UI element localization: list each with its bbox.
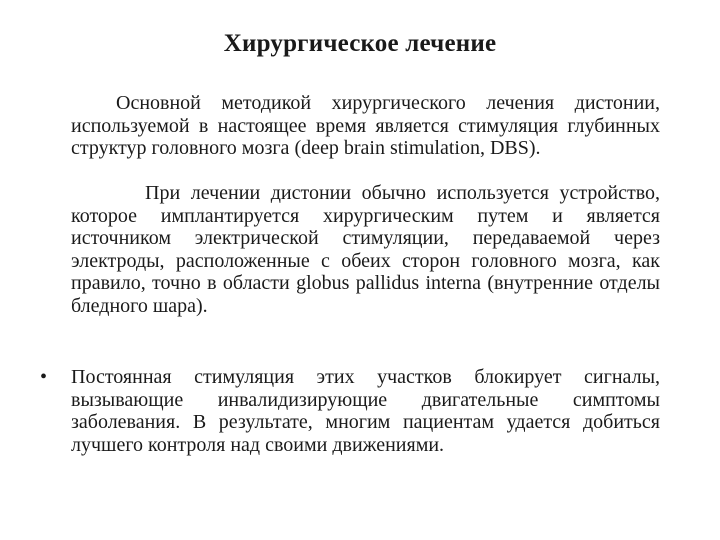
paragraph-dbs-method: Основной методикой хирургического лечения дистонии, используемой в настоящее время является стимуляция глубинных структур головного мозга (deep brain stimulation, DBS).	[71, 92, 660, 159]
bullet-paragraph-stimulation: Постоянная стимуляция этих участков блокирует сигналы, вызывающие инвалидизирующие двигательные симптомы заболевания. В результате, многим пациентам удается добиться лучшего контроля над своими движениями.	[71, 366, 660, 456]
bullet-marker: •	[40, 366, 48, 388]
paragraph-device: При лечении дистонии обычно используется устройство, которое имплантируется хирургическим путем и является источником электрической стимуляции, передаваемой через электроды, расположенные с обеих сторон головного мозга, как правило, точно в области globus pallidus interna (внутренние отделы бледного шара).	[71, 182, 660, 317]
slide-title: Хирургическое лечение	[223, 30, 497, 57]
